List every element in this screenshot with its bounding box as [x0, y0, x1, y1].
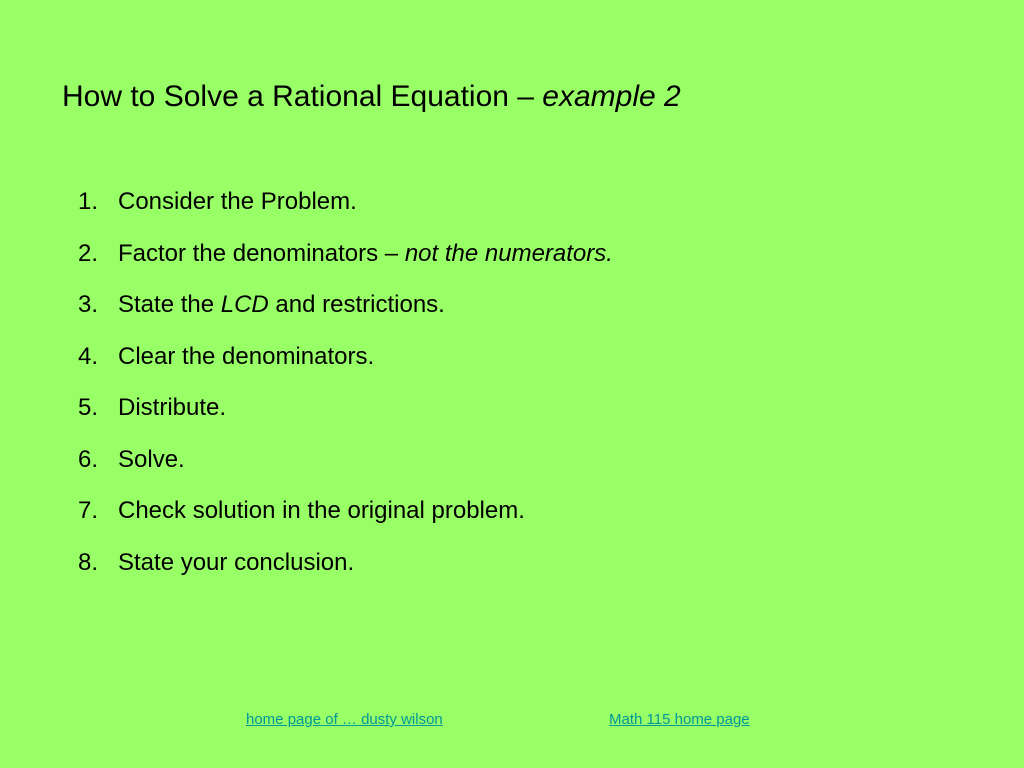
step-number: 8. [78, 548, 99, 576]
step-item [78, 392, 613, 444]
step-number: 6. [78, 445, 99, 473]
step-item [78, 186, 613, 238]
step-text: Clear the denominators. [118, 342, 375, 370]
step-item [78, 495, 613, 547]
math-115-home-link[interactable]: Math 115 home page [609, 711, 750, 728]
step-text: Factor the denominators – not the numerators. [118, 239, 613, 267]
step-item [78, 444, 613, 496]
title-emphasis: example 2 [542, 80, 681, 113]
step-number: 1. [78, 188, 99, 215]
step-number: 5. [78, 394, 99, 421]
steps-list [78, 186, 613, 598]
step-text: Check solution in the original problem. [118, 497, 525, 524]
step-number: 2. [78, 239, 99, 267]
step-text: State the LCD and restrictions. [118, 291, 445, 318]
step-item [78, 289, 613, 341]
home-page-link[interactable]: home page of … dusty wilson [246, 711, 443, 728]
step-number: 7. [78, 497, 99, 524]
step-text: Consider the Problem. [118, 188, 357, 215]
step-item [78, 238, 613, 290]
step-number: 3. [78, 291, 99, 318]
slide-title [62, 78, 681, 116]
step-item [78, 341, 613, 393]
step-text: Distribute. [118, 394, 227, 421]
step-text: Solve. [118, 445, 185, 473]
step-item [78, 547, 613, 599]
step-text: State your conclusion. [118, 548, 355, 576]
title-main: How to Solve a Rational Equation – [62, 80, 543, 113]
step-number: 4. [78, 342, 99, 370]
